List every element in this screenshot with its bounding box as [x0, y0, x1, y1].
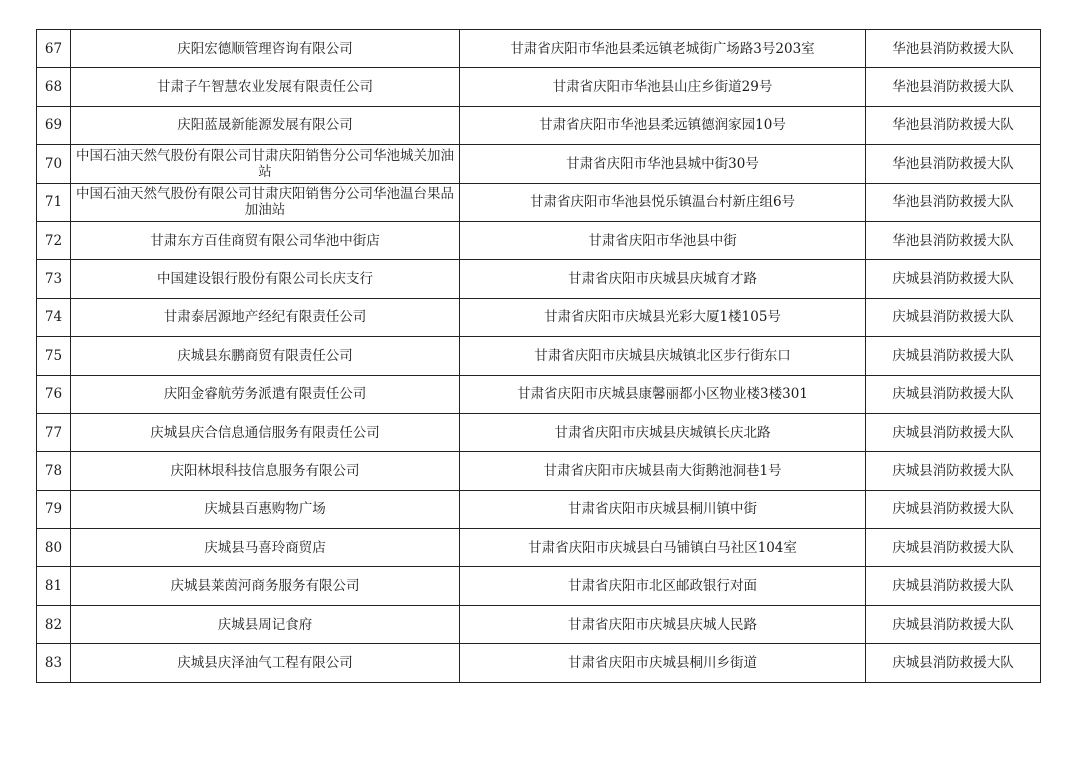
table-row	[37, 490, 1041, 528]
fire-rescue-unit-cell: 庆城县消防救援大队	[866, 605, 1041, 643]
company-name-cell: 庆城县庆合信息通信服务有限责任公司	[71, 413, 460, 451]
row-number-cell: 68	[37, 68, 71, 106]
company-name-cell: 庆城县马喜玲商贸店	[71, 529, 460, 567]
company-name-cell: 中国石油天然气股份有限公司甘肃庆阳销售分公司华池城关加油站	[71, 145, 460, 183]
fire-rescue-unit-cell: 庆城县消防救援大队	[866, 452, 1041, 490]
fire-rescue-unit-cell: 华池县消防救援大队	[866, 221, 1041, 259]
table-row	[37, 413, 1041, 451]
fire-rescue-unit-cell: 华池县消防救援大队	[866, 68, 1041, 106]
fire-rescue-unit-cell: 庆城县消防救援大队	[866, 490, 1041, 528]
fire-rescue-unit-cell: 庆城县消防救援大队	[866, 413, 1041, 451]
fire-rescue-unit-cell: 华池县消防救援大队	[866, 106, 1041, 144]
row-number-cell: 81	[37, 567, 71, 605]
address-cell: 甘肃省庆阳市庆城县南大街鹅池洞巷1号	[460, 452, 866, 490]
address-cell: 甘肃省庆阳市庆城县桐川镇中街	[460, 490, 866, 528]
address-cell: 甘肃省庆阳市华池县山庄乡街道29号	[460, 68, 866, 106]
row-number-cell: 75	[37, 337, 71, 375]
company-name-cell: 甘肃子午智慧农业发展有限责任公司	[71, 68, 460, 106]
table-row	[37, 452, 1041, 490]
table-row	[37, 106, 1041, 144]
address-cell: 甘肃省庆阳市庆城县光彩大厦1楼105号	[460, 298, 866, 336]
company-name-cell: 庆阳蓝晟新能源发展有限公司	[71, 106, 460, 144]
table-row	[37, 567, 1041, 605]
row-number-cell: 70	[37, 145, 71, 183]
table-body	[37, 30, 1041, 683]
address-cell: 甘肃省庆阳市北区邮政银行对面	[460, 567, 866, 605]
fire-rescue-unit-cell: 庆城县消防救援大队	[866, 567, 1041, 605]
row-number-cell: 77	[37, 413, 71, 451]
row-number-cell: 76	[37, 375, 71, 413]
fire-rescue-unit-cell: 华池县消防救援大队	[866, 145, 1041, 183]
table-row	[37, 145, 1041, 183]
row-number-cell: 72	[37, 221, 71, 259]
document-page	[36, 29, 1040, 683]
fire-rescue-unit-cell: 庆城县消防救援大队	[866, 298, 1041, 336]
row-number-cell: 67	[37, 30, 71, 68]
unit-list-table	[36, 29, 1041, 683]
row-number-cell: 73	[37, 260, 71, 298]
company-name-cell: 庆城县东鹏商贸有限责任公司	[71, 337, 460, 375]
address-cell: 甘肃省庆阳市庆城县庆城镇长庆北路	[460, 413, 866, 451]
company-name-cell: 庆城县百惠购物广场	[71, 490, 460, 528]
table-row	[37, 221, 1041, 259]
address-cell: 甘肃省庆阳市庆城县白马铺镇白马社区104室	[460, 529, 866, 567]
table-row	[37, 30, 1041, 68]
fire-rescue-unit-cell: 庆城县消防救援大队	[866, 375, 1041, 413]
row-number-cell: 80	[37, 529, 71, 567]
company-name-cell: 庆城县庆泽油气工程有限公司	[71, 644, 460, 682]
company-name-cell: 庆阳金睿航劳务派遣有限责任公司	[71, 375, 460, 413]
row-number-cell: 83	[37, 644, 71, 682]
address-cell: 甘肃省庆阳市华池县城中街30号	[460, 145, 866, 183]
fire-rescue-unit-cell: 庆城县消防救援大队	[866, 337, 1041, 375]
fire-rescue-unit-cell: 华池县消防救援大队	[866, 30, 1041, 68]
table-row	[37, 337, 1041, 375]
table-row	[37, 298, 1041, 336]
company-name-cell: 庆城县莱茵河商务服务有限公司	[71, 567, 460, 605]
address-cell: 甘肃省庆阳市庆城县庆城人民路	[460, 605, 866, 643]
company-name-cell: 甘肃泰居源地产经纪有限责任公司	[71, 298, 460, 336]
row-number-cell: 69	[37, 106, 71, 144]
address-cell: 甘肃省庆阳市庆城县康馨丽都小区物业楼3楼301	[460, 375, 866, 413]
fire-rescue-unit-cell: 庆城县消防救援大队	[866, 644, 1041, 682]
row-number-cell: 79	[37, 490, 71, 528]
table-row	[37, 605, 1041, 643]
row-number-cell: 78	[37, 452, 71, 490]
company-name-cell: 庆阳林垠科技信息服务有限公司	[71, 452, 460, 490]
address-cell: 甘肃省庆阳市华池县柔远镇德润家园10号	[460, 106, 866, 144]
company-name-cell: 庆城县周记食府	[71, 605, 460, 643]
fire-rescue-unit-cell: 华池县消防救援大队	[866, 183, 1041, 221]
row-number-cell: 82	[37, 605, 71, 643]
company-name-cell: 庆阳宏德顺管理咨询有限公司	[71, 30, 460, 68]
company-name-cell: 甘肃东方百佳商贸有限公司华池中街店	[71, 221, 460, 259]
address-cell: 甘肃省庆阳市庆城县庆城镇北区步行街东口	[460, 337, 866, 375]
address-cell: 甘肃省庆阳市庆城县庆城育才路	[460, 260, 866, 298]
row-number-cell: 71	[37, 183, 71, 221]
fire-rescue-unit-cell: 庆城县消防救援大队	[866, 260, 1041, 298]
table-row	[37, 644, 1041, 682]
table-row	[37, 529, 1041, 567]
table-row	[37, 68, 1041, 106]
table-row	[37, 183, 1041, 221]
table-row	[37, 375, 1041, 413]
row-number-cell: 74	[37, 298, 71, 336]
address-cell: 甘肃省庆阳市庆城县桐川乡街道	[460, 644, 866, 682]
address-cell: 甘肃省庆阳市华池县中街	[460, 221, 866, 259]
company-name-cell: 中国建设银行股份有限公司长庆支行	[71, 260, 460, 298]
address-cell: 甘肃省庆阳市华池县悦乐镇温台村新庄组6号	[460, 183, 866, 221]
company-name-cell: 中国石油天然气股份有限公司甘肃庆阳销售分公司华池温台果品加油站	[71, 183, 460, 221]
table-row	[37, 260, 1041, 298]
address-cell: 甘肃省庆阳市华池县柔远镇老城街广场路3号203室	[460, 30, 866, 68]
fire-rescue-unit-cell: 庆城县消防救援大队	[866, 529, 1041, 567]
